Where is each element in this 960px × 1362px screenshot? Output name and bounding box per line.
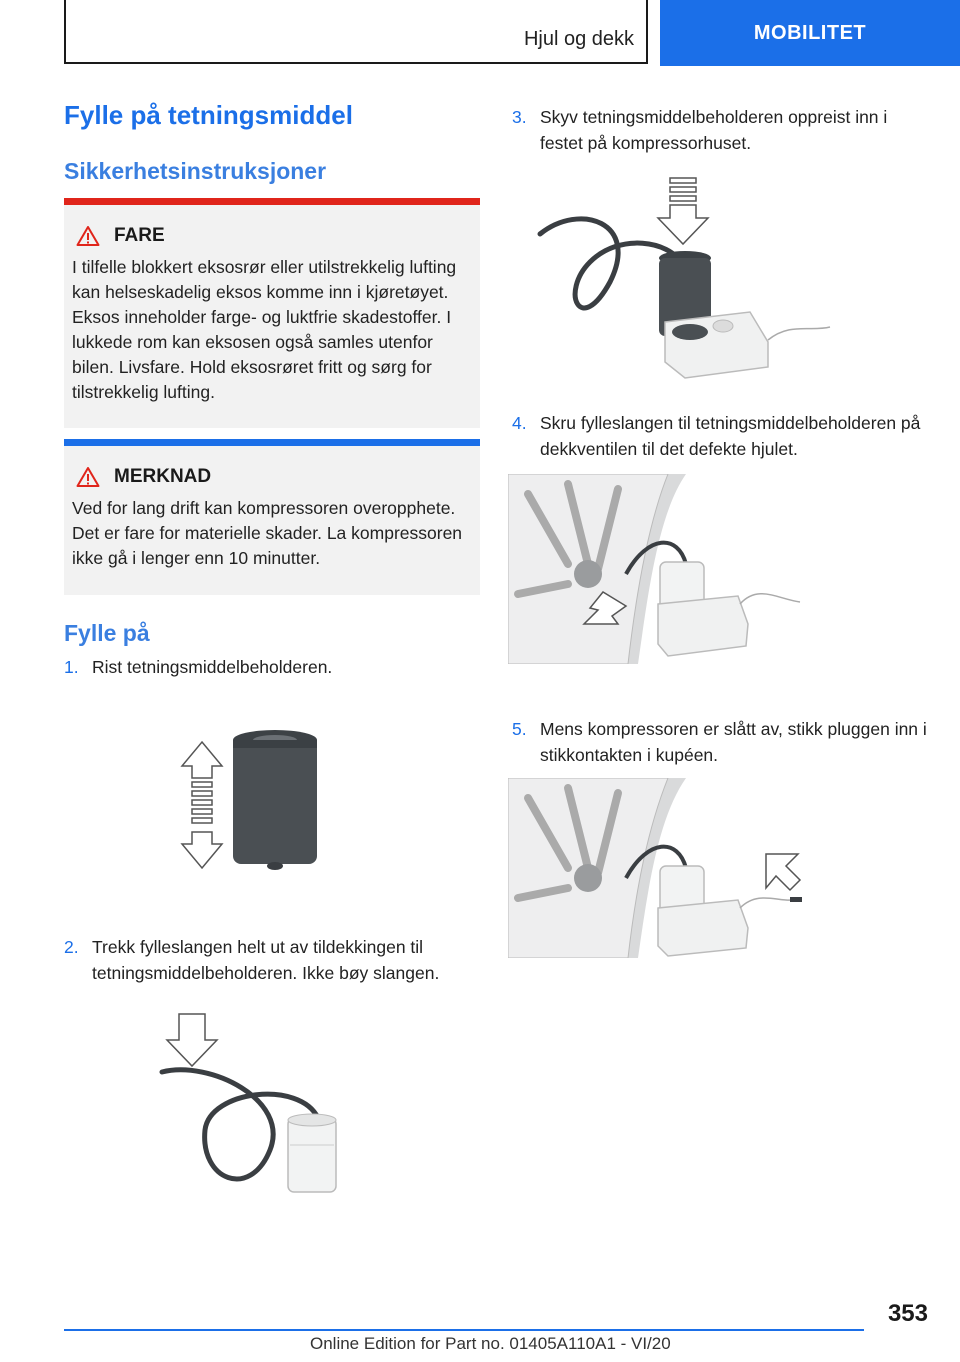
header-section-title: Hjul og dekk [523, 28, 634, 50]
step-number: 2. [64, 937, 79, 957]
step-text: Skru fylleslangen til tetningsmiddelbeholderen på dekkventilen til det defekte hjulet. [540, 413, 921, 459]
step-text: Skyv tetningsmiddelbeholderen oppreist inn i festet på kompressorhuset. [540, 107, 888, 153]
step-number: 4. [512, 413, 527, 433]
page-title: Fylle på tetningsmiddel [64, 100, 353, 130]
step-2 [64, 934, 480, 986]
danger-text: I tilfelle blokkert eksosrør eller utilstrekkelig lufting kan helseskadelig eksos komme inn i kjøretøyet. Eksos inneholder farge- og luktfrie skadestoffer. I lukkede rom kan eksosen også samles utenfor bilen. Livsfare. Hold eksosrøret fritt og sørg for tilstrekkelig lufting. [72, 257, 457, 402]
step-1 [64, 654, 480, 680]
figure-connect-valve [508, 474, 808, 664]
figure-pull-hose [150, 1010, 370, 1200]
notice-label: MERKNAD [114, 466, 212, 487]
step-4 [512, 410, 928, 462]
step-number: 1. [64, 657, 79, 677]
step-text: Mens kompressoren er slått av, stikk pluggen inn i stikkontakten i kupéen. [540, 719, 927, 765]
footer-edition[interactable]: Online Edition for Part no. 01405A110A1 - VI/20 [310, 1334, 671, 1353]
header-section-frame [64, 0, 648, 64]
figure-plug-socket [508, 778, 808, 958]
danger-box [64, 198, 480, 428]
step-number: 3. [512, 107, 527, 127]
figure-shake-bottle [160, 720, 360, 880]
warning-triangle-icon [76, 466, 100, 488]
danger-header [72, 225, 472, 247]
step-text: Trekk fylleslangen helt ut av tildekkingen til tetningsmiddelbeholderen. Ikke bøy slangen. [92, 937, 440, 983]
subhead-fill: Fylle på [64, 620, 150, 646]
header-chapter-tab[interactable]: MOBILITET [660, 0, 960, 66]
step-5 [512, 716, 928, 768]
step-3 [512, 104, 928, 156]
step-number: 5. [512, 719, 527, 739]
footer-divider [64, 1329, 864, 1331]
danger-label: FARE [114, 225, 165, 246]
notice-text: Ved for lang drift kan kompressoren overopphete. Det er fare for materielle skader. La kompressoren ikke gå i lenger enn 10 minutter. [72, 498, 463, 568]
step-text: Rist tetningsmiddelbeholderen. [92, 657, 333, 677]
warning-triangle-icon [76, 225, 100, 247]
page-number: 353 [887, 1300, 928, 1327]
section-subtitle: Sikkerhetsinstruksjoner [64, 158, 327, 184]
notice-box [64, 439, 480, 595]
figure-insert-bottle [530, 172, 840, 387]
notice-header [72, 466, 472, 488]
